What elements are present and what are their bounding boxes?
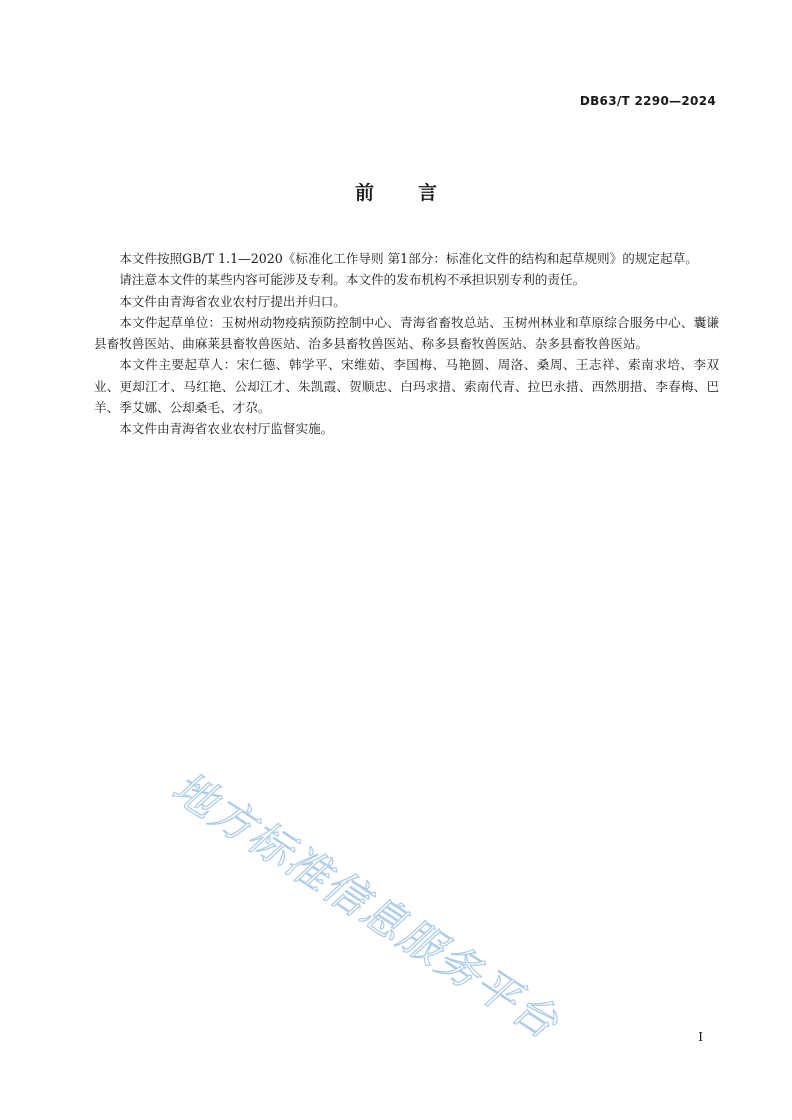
page-title: 前言 [354,182,481,204]
page-number: I [698,1030,703,1044]
paragraph-standard-basis: 本文件按照GB/T 1.1—2020《标准化工作导则 第1部分：标准化文件的结构和起草规则》的规定起草。 [119,251,698,266]
watermark: 地方标准信息服务平台 [162,762,568,1050]
foreword-body [94,248,719,440]
paragraph-proposer: 本文件由青海省农业农村厅提出并归口。 [119,293,346,309]
paragraph-drafters: 本文件主要起草人：宋仁德、韩学平、宋维茹、李国梅、马艳圆、周洛、桑周、王志祥、索南求培、李双业、更却江才、马红艳、公却江才、朱凯霞、贺顺忠、白玛求措、索南代青、拉巴永措、西然朋措、李春梅、巴羊、季艾娜、公却桑毛、才尕。 [94,357,719,416]
paragraph-patent-notice: 请注意本文件的某些内容可能涉及专利。本文件的发布机构不承担识别专利的责任。 [119,272,586,288]
paragraph-drafting-units: 本文件起草单位：玉树州动物疫病预防控制中心、青海省畜牧总站、玉树州林业和草原综合服务中心、囊谦县畜牧兽医站、曲麻莱县畜牧兽医站、治多县畜牧兽医站、称多县畜牧兽医站、杂多县畜牧兽医站。 [94,314,719,352]
document-code: DB63/T 2290—2024 [579,94,716,108]
paragraph-supervision: 本文件由青海省农业农村厅监督实施。 [119,421,334,437]
